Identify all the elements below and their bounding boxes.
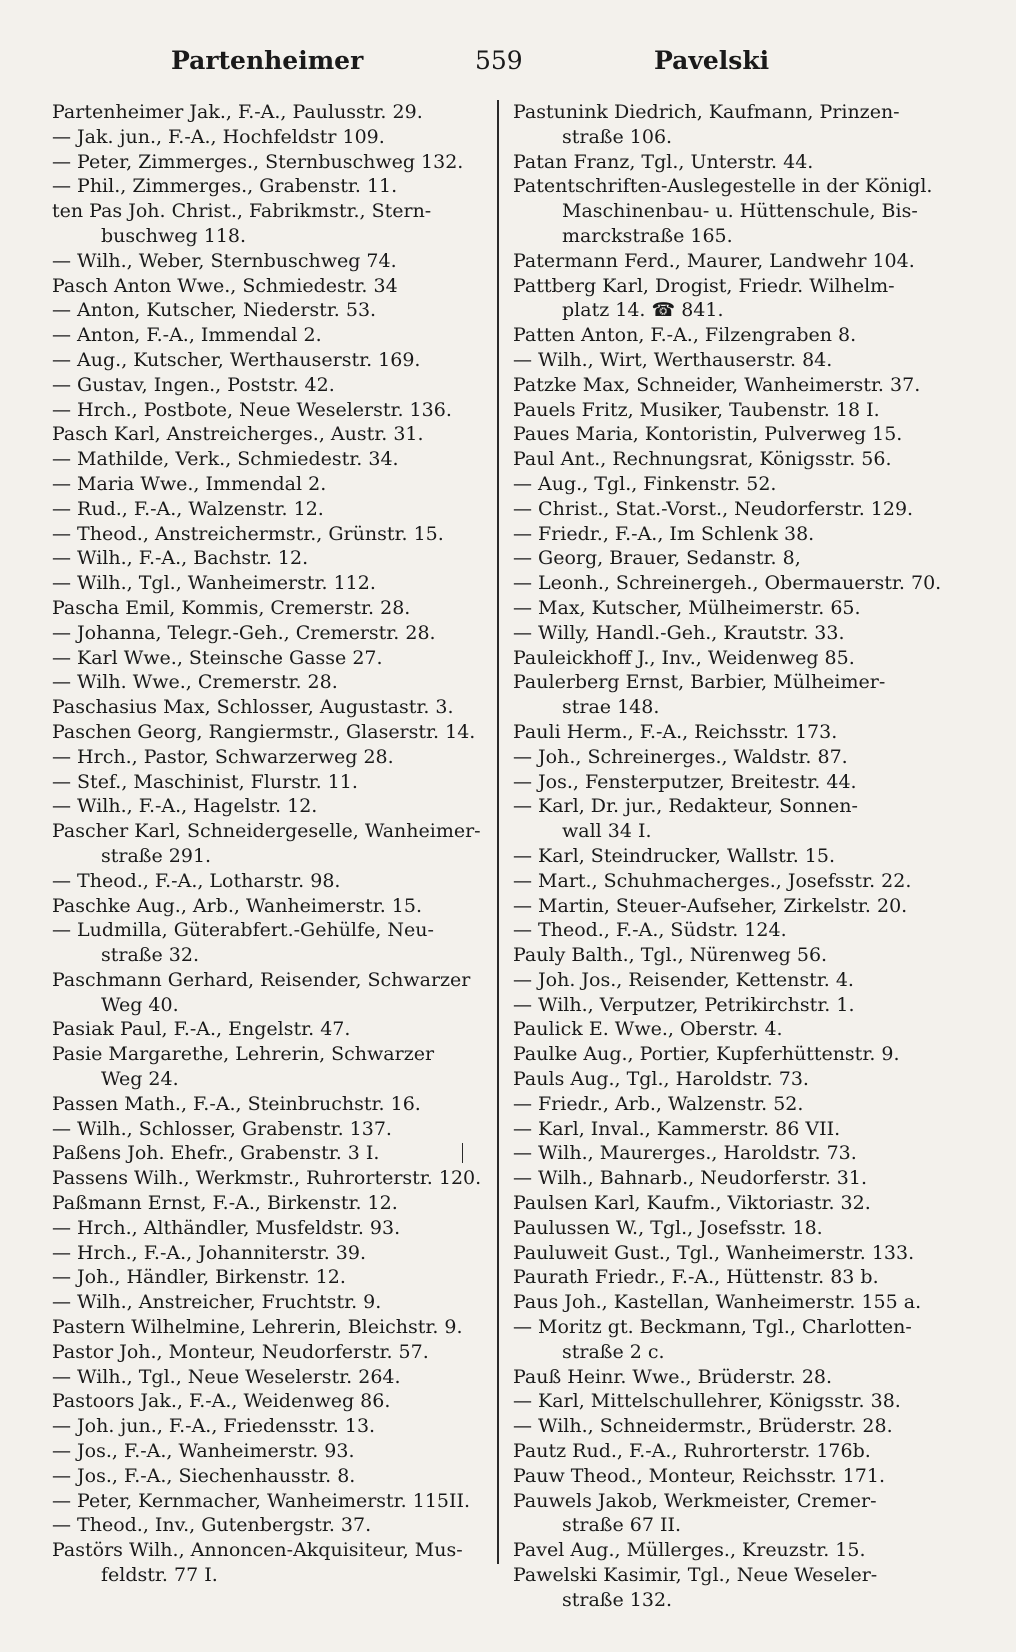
header-last-entry: Pavelski bbox=[654, 46, 770, 75]
directory-entry: — Joh., Händler, Birkenstr. 12. bbox=[52, 1266, 346, 1289]
directory-entry: Pastunink Diedrich, Kaufmann, Prinzen- bbox=[513, 101, 900, 123]
entry-continuation: Weg 24. bbox=[101, 1068, 179, 1091]
entry-continuation: Weg 40. bbox=[101, 993, 179, 1016]
directory-entry: — Jak. jun., F.-A., Hochfeldstr 109. bbox=[52, 125, 385, 148]
directory-entry: Pauly Balth., Tgl., Nürenweg 56. bbox=[513, 944, 828, 967]
directory-entry: — Anton, Kutscher, Niederstr. 53. bbox=[52, 299, 377, 322]
directory-entry: — Theod., F.-A., Lotharstr. 98. bbox=[52, 869, 341, 892]
directory-entry: — Theod., Anstreichermstr., Grünstr. 15. bbox=[52, 522, 444, 545]
directory-entry: Pauß Heinr. Wwe., Brüderstr. 28. bbox=[513, 1365, 833, 1388]
entry-continuation: straße 291. bbox=[101, 844, 212, 867]
directory-entry: Pastern Wilhelmine, Lehrerin, Bleichstr. 9. bbox=[52, 1316, 463, 1339]
directory-entry: — Mathilde, Verk., Schmiedestr. 34. bbox=[52, 448, 399, 471]
directory-entry: — Hrch., F.-A., Johanniterstr. 39. bbox=[52, 1241, 367, 1264]
directory-entry: — Wilh., Tgl., Neue Weselerstr. 264. bbox=[52, 1365, 401, 1388]
directory-entry: — Wilh., Verputzer, Petrikirchstr. 1. bbox=[513, 993, 855, 1016]
directory-entry: Paßens Joh. Ehefr., Grabenstr. 3 I. bbox=[52, 1142, 380, 1165]
directory-entry: Pauw Theod., Monteur, Reichsstr. 171. bbox=[513, 1464, 886, 1487]
header-first-entry: Partenheimer bbox=[171, 46, 364, 75]
directory-entry: — Wilh., Maurerges., Haroldstr. 73. bbox=[513, 1142, 857, 1165]
entry-continuation: Maschinenbau- u. Hüttenschule, Bis- bbox=[562, 200, 918, 223]
directory-entry: — Christ., Stat.-Vorst., Neudorferstr. 129. bbox=[513, 497, 914, 520]
directory-entry: — Gustav, Ingen., Poststr. 42. bbox=[52, 373, 335, 396]
directory-entry: Paulussen W., Tgl., Josefsstr. 18. bbox=[513, 1216, 823, 1239]
directory-entry: Paschke Aug., Arb., Wanheimerstr. 15. bbox=[52, 894, 423, 917]
directory-entry: Pasie Margarethe, Lehrerin, Schwarzer bbox=[52, 1043, 435, 1066]
entry-continuation: straße 106. bbox=[562, 125, 673, 148]
directory-entry: — Joh. Jos., Reisender, Kettenstr. 4. bbox=[513, 968, 854, 991]
directory-entry: Paulke Aug., Portier, Kupferhüttenstr. 9. bbox=[513, 1043, 900, 1066]
directory-entry: Paul Ant., Rechnungsrat, Königsstr. 56. bbox=[513, 448, 892, 471]
entry-continuation: marckstraße 165. bbox=[562, 224, 733, 247]
directory-entry: Paulick E. Wwe., Oberstr. 4. bbox=[513, 1018, 783, 1041]
directory-entry: — Theod., Inv., Gutenbergstr. 37. bbox=[52, 1514, 372, 1537]
directory-entry: — Hrch., Postbote, Neue Weselerstr. 136. bbox=[52, 398, 452, 421]
directory-entry: Pawelski Kasimir, Tgl., Neue Weseler- bbox=[513, 1564, 878, 1587]
directory-entry: — Anton, F.-A., Immendal 2. bbox=[52, 324, 322, 347]
entry-continuation: straße 2 c. bbox=[562, 1340, 665, 1363]
entry-continuation: strae 148. bbox=[562, 696, 660, 719]
directory-entry: — Wilh., Anstreicher, Fruchtstr. 9. bbox=[52, 1291, 382, 1314]
directory-entry: Paurath Friedr., F.-A., Hüttenstr. 83 b. bbox=[513, 1266, 879, 1289]
directory-entry: — Willy, Handl.-Geh., Krautstr. 33. bbox=[513, 621, 845, 644]
directory-entry: — Maria Wwe., Immendal 2. bbox=[52, 472, 327, 495]
directory-entry: — Wilh., F.-A., Bachstr. 12. bbox=[52, 547, 309, 570]
directory-entry: Pasch Karl, Anstreicherges., Austr. 31. bbox=[52, 423, 424, 446]
directory-entry: ten Pas Joh. Christ., Fabrikmstr., Stern- bbox=[52, 200, 432, 223]
directory-entry: Paulerberg Ernst, Barbier, Mülheimer- bbox=[513, 671, 886, 694]
directory-entry: Paus Joh., Kastellan, Wanheimerstr. 155 a. bbox=[513, 1291, 922, 1314]
directory-entry: — Aug., Kutscher, Werthauserstr. 169. bbox=[52, 348, 421, 371]
directory-entry: — Leonh., Schreinergeh., Obermauerstr. 70. bbox=[513, 572, 942, 595]
directory-entry: — Johanna, Telegr.-Geh., Cremerstr. 28. bbox=[52, 621, 436, 644]
directory-entry: Paschasius Max, Schlosser, Augustastr. 3. bbox=[52, 696, 454, 719]
directory-entry: — Karl, Inval., Kammerstr. 86 VII. bbox=[513, 1117, 841, 1140]
directory-entry: Pasiak Paul, F.-A., Engelstr. 47. bbox=[52, 1018, 351, 1041]
directory-entry: — Mart., Schuhmacherges., Josefsstr. 22. bbox=[513, 869, 912, 892]
directory-entry: Pauls Aug., Tgl., Haroldstr. 73. bbox=[513, 1068, 809, 1091]
directory-entry: Pauluweit Gust., Tgl., Wanheimerstr. 133. bbox=[513, 1241, 915, 1264]
directory-entry: — Georg, Brauer, Sedanstr. 8, bbox=[513, 547, 801, 570]
directory-entry: — Karl Wwe., Steinsche Gasse 27. bbox=[52, 646, 383, 669]
entry-continuation: buschweg 118. bbox=[101, 224, 247, 247]
entry-continuation: straße 67 II. bbox=[562, 1514, 682, 1537]
directory-entry: Pauli Herm., F.-A., Reichsstr. 173. bbox=[513, 720, 838, 743]
directory-entry: — Friedr., F.-A., Im Schlenk 38. bbox=[513, 522, 815, 545]
directory-entry: Pascher Karl, Schneidergeselle, Wanheimer- bbox=[52, 820, 481, 843]
directory-entry: Pauels Fritz, Musiker, Taubenstr. 18 I. bbox=[513, 398, 880, 421]
entry-continuation: straße 32. bbox=[101, 944, 199, 967]
directory-entry: — Jos., F.-A., Wanheimerstr. 93. bbox=[52, 1440, 355, 1463]
directory-entry: — Hrch., Althändler, Musfeldstr. 93. bbox=[52, 1216, 401, 1239]
margin-mark bbox=[462, 1143, 463, 1163]
directory-entry: Pasch Anton Wwe., Schmiedestr. 34 bbox=[52, 274, 398, 297]
directory-entry: — Aug., Tgl., Finkenstr. 52. bbox=[513, 472, 777, 495]
directory-entry: — Joh. jun., F.-A., Friedensstr. 13. bbox=[52, 1415, 376, 1438]
entry-continuation: wall 34 I. bbox=[562, 820, 652, 843]
directory-entry: — Friedr., Arb., Walzenstr. 52. bbox=[513, 1092, 804, 1115]
directory-entry: Patten Anton, F.-A., Filzengraben 8. bbox=[513, 324, 857, 347]
page-number: 559 bbox=[475, 46, 523, 75]
directory-entry: — Wilh., Bahnarb., Neudorferstr. 31. bbox=[513, 1167, 868, 1190]
directory-entry: Patan Franz, Tgl., Unterstr. 44. bbox=[513, 150, 814, 173]
directory-entry: Paßmann Ernst, F.-A., Birkenstr. 12. bbox=[52, 1192, 398, 1215]
directory-entry: — Max, Kutscher, Mülheimerstr. 65. bbox=[513, 596, 861, 619]
directory-entry: Patzke Max, Schneider, Wanheimerstr. 37. bbox=[513, 373, 921, 396]
directory-entry: Paschmann Gerhard, Reisender, Schwarzer bbox=[52, 968, 471, 991]
column-divider bbox=[497, 100, 499, 1564]
directory-entry: Pattberg Karl, Drogist, Friedr. Wilhelm- bbox=[513, 274, 895, 297]
directory-entry: Patentschriften-Auslegestelle in der Königl. bbox=[513, 175, 933, 198]
right-column bbox=[513, 100, 965, 1613]
directory-entry: — Peter, Kernmacher, Wanheimerstr. 115II. bbox=[52, 1489, 471, 1512]
directory-entry: Patermann Ferd., Maurer, Landwehr 104. bbox=[513, 249, 915, 272]
directory-entry: Pauwels Jakob, Werkmeister, Cremer- bbox=[513, 1489, 877, 1512]
directory-entry: Passens Wilh., Werkmstr., Ruhrorterstr. 120. bbox=[52, 1167, 482, 1190]
directory-entry: Pascha Emil, Kommis, Cremerstr. 28. bbox=[52, 596, 411, 619]
directory-entry: — Wilh., Wirt, Werthauserstr. 84. bbox=[513, 348, 833, 371]
directory-entry: Paulsen Karl, Kaufm., Viktoriastr. 32. bbox=[513, 1192, 871, 1215]
directory-entry: — Peter, Zimmerges., Sternbuschweg 132. bbox=[52, 150, 464, 173]
directory-entry: Partenheimer Jak., F.-A., Paulusstr. 29. bbox=[52, 101, 423, 123]
directory-entry: Paschen Georg, Rangiermstr., Glaserstr. 14. bbox=[52, 720, 476, 743]
directory-entry: Pautz Rud., F.-A., Ruhrorterstr. 176b. bbox=[513, 1440, 871, 1463]
directory-entry: — Rud., F.-A., Walzenstr. 12. bbox=[52, 497, 324, 520]
left-column bbox=[52, 100, 492, 1588]
running-header bbox=[0, 46, 1016, 82]
directory-entry: — Hrch., Pastor, Schwarzerweg 28. bbox=[52, 745, 394, 768]
directory-entry: — Ludmilla, Güterabfert.-Gehülfe, Neu- bbox=[52, 919, 434, 942]
entry-continuation: straße 132. bbox=[562, 1588, 673, 1611]
directory-entry: — Wilh. Wwe., Cremerstr. 28. bbox=[52, 671, 338, 694]
directory-entry: — Martin, Steuer-Aufseher, Zirkelstr. 20. bbox=[513, 894, 908, 917]
entry-continuation: feldstr. 77 I. bbox=[101, 1564, 218, 1587]
directory-entry: — Wilh., Schneidermstr., Brüderstr. 28. bbox=[513, 1415, 893, 1438]
directory-entry: — Phil., Zimmerges., Grabenstr. 11. bbox=[52, 175, 398, 198]
entry-continuation: platz 14. ☎ 841. bbox=[562, 299, 724, 322]
directory-entry: — Wilh., Schlosser, Grabenstr. 137. bbox=[52, 1117, 392, 1140]
directory-entry: Pastoors Jak., F.-A., Weidenweg 86. bbox=[52, 1390, 391, 1413]
directory-entry: Pastor Joh., Monteur, Neudorferstr. 57. bbox=[52, 1340, 429, 1363]
directory-entry: — Karl, Mittelschullehrer, Königsstr. 38. bbox=[513, 1390, 901, 1413]
directory-entry: — Joh., Schreinerges., Waldstr. 87. bbox=[513, 745, 848, 768]
directory-entry: — Wilh., Weber, Sternbuschweg 74. bbox=[52, 249, 397, 272]
directory-entry: — Wilh., F.-A., Hagelstr. 12. bbox=[52, 795, 318, 818]
directory-entry: Pauleickhoff J., Inv., Weidenweg 85. bbox=[513, 646, 855, 669]
directory-entry: — Jos., F.-A., Siechenhausstr. 8. bbox=[52, 1464, 356, 1487]
directory-entry: — Karl, Steindrucker, Wallstr. 15. bbox=[513, 844, 835, 867]
directory-entry: Pastörs Wilh., Annoncen-Akquisiteur, Mus- bbox=[52, 1539, 463, 1562]
directory-entry: — Jos., Fensterputzer, Breitestr. 44. bbox=[513, 770, 857, 793]
directory-entry: — Karl, Dr. jur., Redakteur, Sonnen- bbox=[513, 795, 858, 818]
directory-entry: Paues Maria, Kontoristin, Pulverweg 15. bbox=[513, 423, 903, 446]
directory-entry: Pavel Aug., Müllerges., Kreuzstr. 15. bbox=[513, 1539, 866, 1562]
directory-entry: — Wilh., Tgl., Wanheimerstr. 112. bbox=[52, 572, 376, 595]
directory-entry: — Moritz gt. Beckmann, Tgl., Charlotten- bbox=[513, 1316, 912, 1339]
directory-entry: Passen Math., F.-A., Steinbruchstr. 16. bbox=[52, 1092, 421, 1115]
directory-entry: — Theod., F.-A., Südstr. 124. bbox=[513, 919, 787, 942]
directory-entry: — Stef., Maschinist, Flurstr. 11. bbox=[52, 770, 358, 793]
